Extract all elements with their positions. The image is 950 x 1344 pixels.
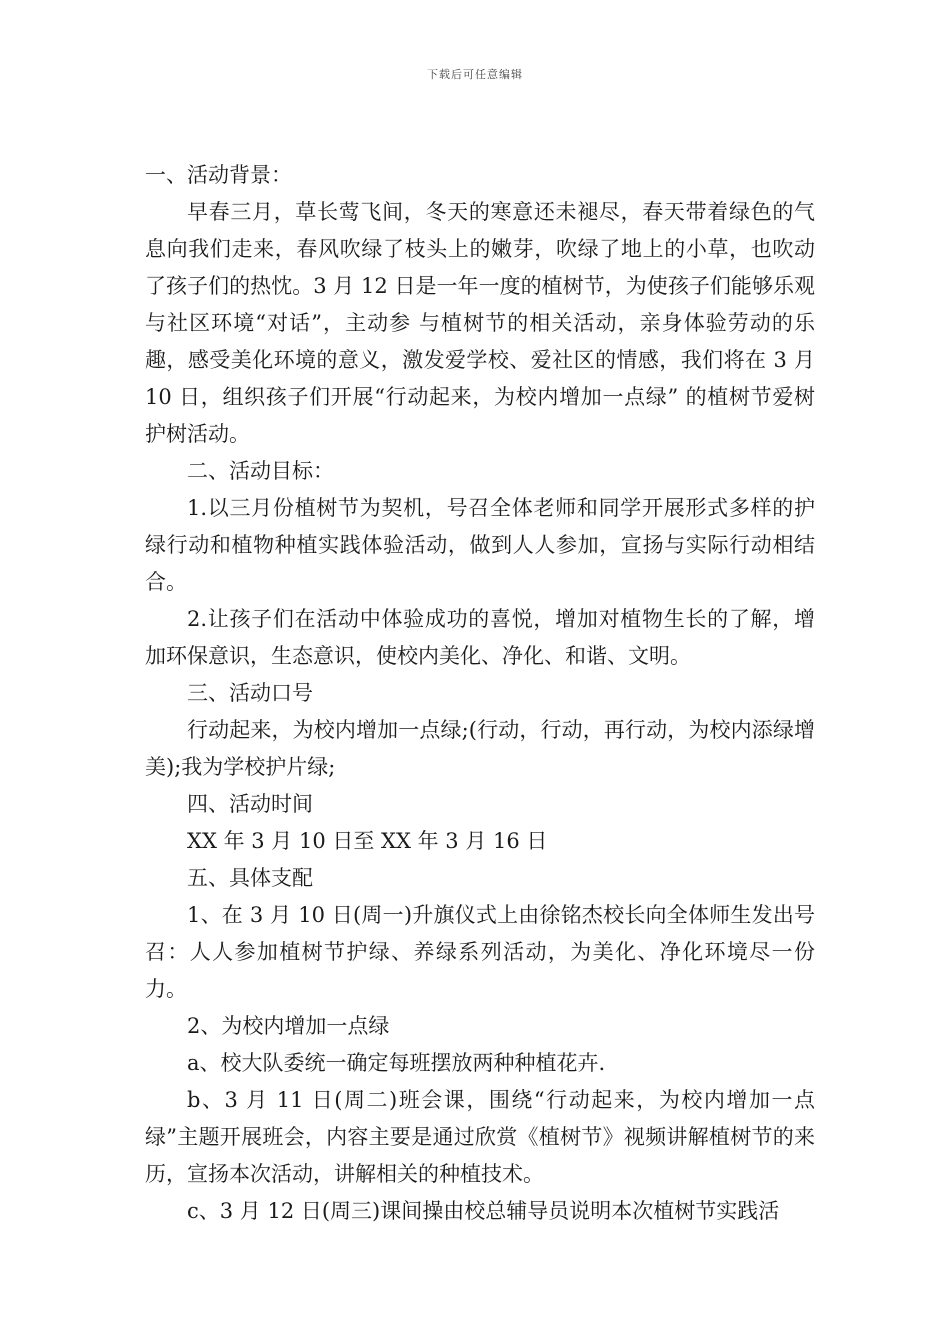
arrangement-item-a: a、校大队委统一确定每班摆放两种种植花卉. [187,1051,606,1075]
paragraph-time: XX 年 3 月 10 日至 XX 年 3 月 16 日 [187,829,548,853]
heading-slogan: 三、活动口号 [187,681,313,705]
arrangement-item-c: c、3 月 12 日(周三)课间操由校总辅导员说明本次植树节实践活 [187,1199,780,1223]
goal-item-2: 2.让孩子们在活动中体验成功的喜悦，增加对植物生长的了解，增加环保意识，生态意识，使校内美化、净化、和谐、文明。 [145,607,815,668]
arrangement-item-2: 2、为校内增加一点绿 [187,1014,390,1038]
page-header-note: 下载后可任意编辑 [427,68,523,81]
arrangement-item-b: b、3 月 11 日(周二)班会课，围绕“行动起来，为校内增加一点绿”主题开展班会，内容主要是通过欣赏《植树节》视频讲解植树节的来历，宣扬本次活动，讲解相关的种植技术。 [145,1088,815,1186]
arrangement-item-1: 1、在 3 月 10 日(周一)升旗仪式上由徐铭杰校长向全体师生发出号召：人人参加植树节护绿、养绿系列活动，为美化、净化环境尽一份力。 [145,903,815,1001]
goal-item-1: 1.以三月份植树节为契机，号召全体老师和同学开展形式多样的护绿行动和植物种植实践体验活动，做到人人参加，宣扬与实际行动相结合。 [145,496,815,594]
paragraph-slogan: 行动起来，为校内增加一点绿;(行动，行动，再行动，为校内添绿增美);我为学校护片绿; [145,718,815,779]
heading-arrangement: 五、具体支配 [187,866,313,890]
document-body [145,157,815,1230]
heading-time: 四、活动时间 [187,792,313,816]
heading-goals: 二、活动目标： [187,459,334,483]
paragraph-background: 早春三月，草长莺飞间，冬天的寒意还未褪尽，春天带着绿色的气息向我们走来，春风吹绿了枝头上的嫩芽，吹绿了地上的小草，也吹动了孩子们的热忱。3 月 12 日是一年一度的植树节，为使孩子们能够乐观与社区环境“对话”，主动参 与植树节的相关活动，亲身体验劳动的乐趣，感受美化环境的意义，激发爱学校、爱社区的情感，我们将在 3 月 10 日，组织孩子们开展“行动起来，为校内增加一点绿” 的植树节爱树护树活动。 [145,200,815,446]
heading-background: 一、活动背景： [145,163,292,187]
